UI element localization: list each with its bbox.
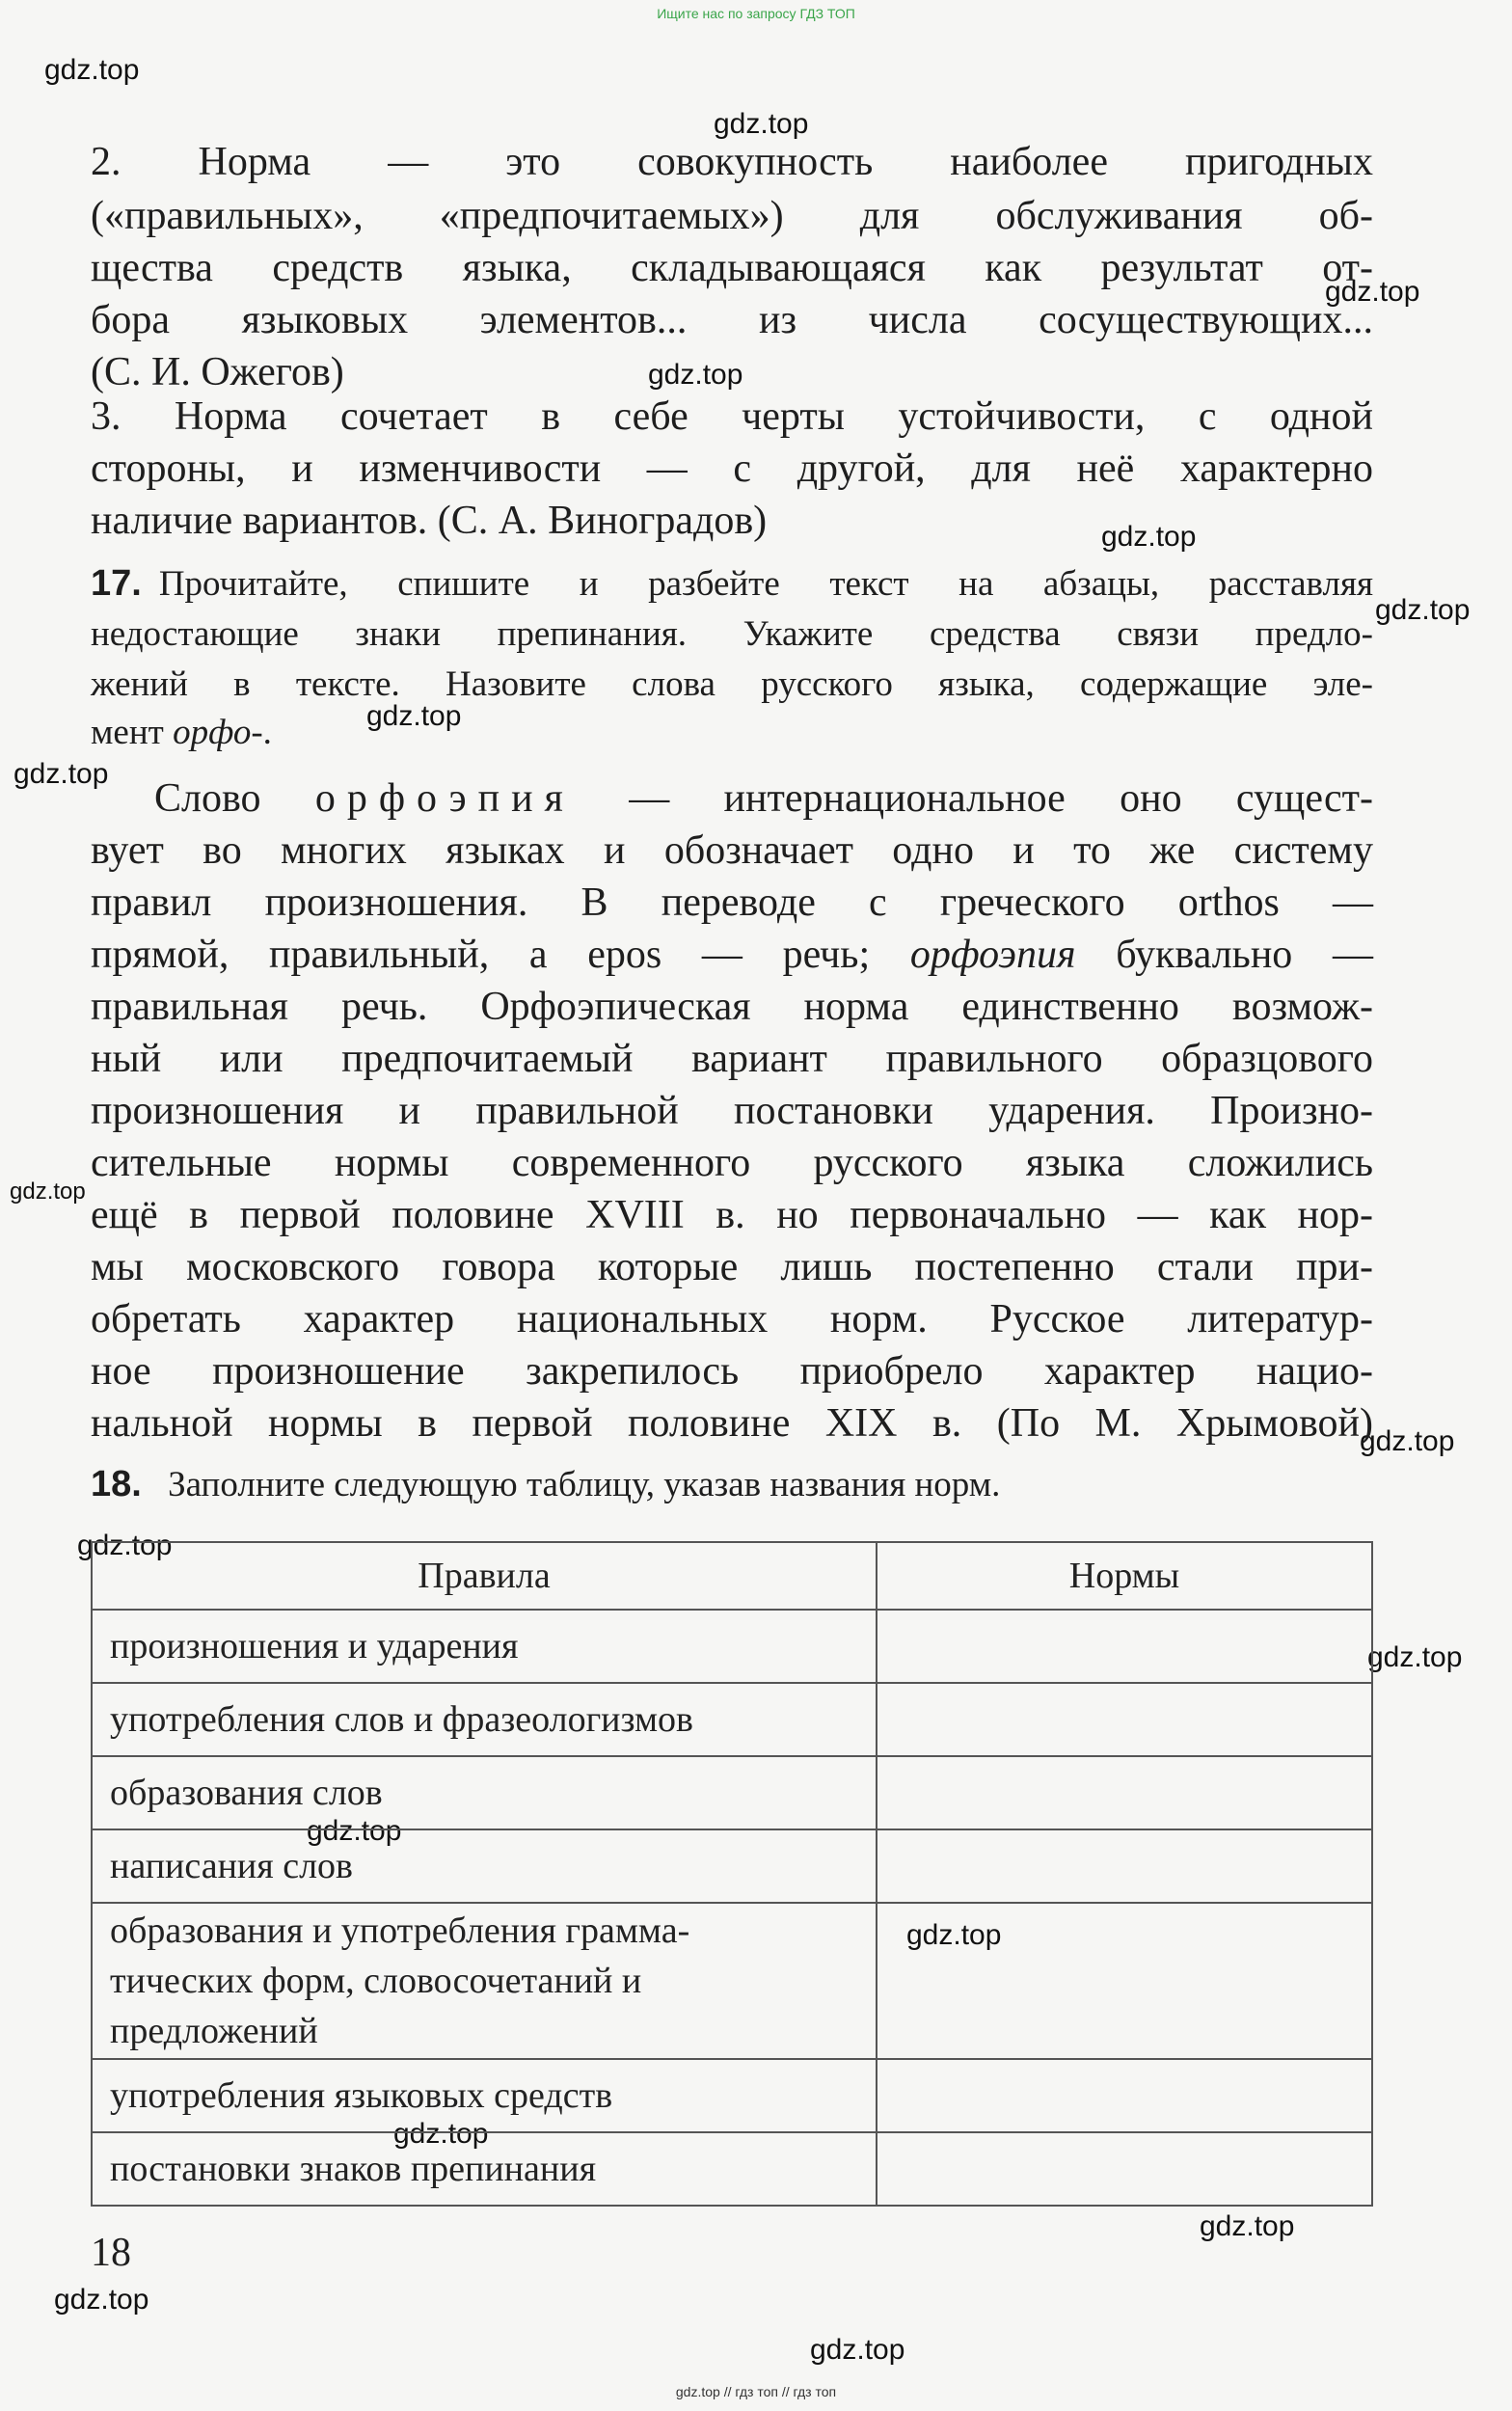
task-17-line-1 bbox=[91, 563, 1373, 605]
rule-cell-line: образования и употребления грамма- bbox=[110, 1910, 690, 1951]
table-header-row bbox=[92, 1542, 1372, 1610]
passage-line: сительные нормы современного русского языка сложились bbox=[91, 1141, 1373, 1185]
watermark: gdz.top bbox=[1101, 521, 1197, 553]
page-number: 18 bbox=[91, 2231, 131, 2275]
norm-cell[interactable] bbox=[877, 1610, 1372, 1683]
table-row bbox=[92, 1610, 1372, 1683]
quote-line: щества средств языка, складывающаяся как результат от- bbox=[91, 246, 1373, 290]
passage-line: ное произношение закрепилось приобрело характер нацио- bbox=[91, 1349, 1373, 1394]
watermark: gdz.top bbox=[1367, 1641, 1463, 1673]
norm-cell[interactable] bbox=[877, 2059, 1372, 2132]
watermark: gdz.top bbox=[648, 359, 743, 391]
table-row bbox=[92, 2059, 1372, 2132]
task-text: жений в тексте. Назовите слова русского языка, содержащие эле- bbox=[91, 664, 1373, 704]
task-text-suffix: -. bbox=[251, 713, 272, 752]
task-18 bbox=[91, 1464, 1373, 1505]
watermark: gdz.top bbox=[54, 2284, 149, 2316]
watermark: gdz.top bbox=[714, 108, 809, 140]
passage-text: Слово bbox=[154, 776, 315, 821]
table-row bbox=[92, 2132, 1372, 2206]
task-number: 17. bbox=[91, 563, 142, 604]
passage-line: правильная речь. Орфоэпическая норма единственно возмож- bbox=[91, 985, 1373, 1029]
column-header-norms: Нормы bbox=[877, 1542, 1372, 1610]
watermark: gdz.top bbox=[77, 1530, 173, 1561]
passage-line: мы московского говора которые лишь постепенно стали при- bbox=[91, 1245, 1373, 1289]
column-header-rules: Правила bbox=[92, 1542, 877, 1610]
rule-cell: образования слов bbox=[92, 1756, 877, 1829]
quote-line: 2. Норма — это совокупность наиболее пригодных bbox=[91, 140, 1373, 184]
quote-line: наличие вариантов. (С. А. Виноградов) bbox=[91, 499, 768, 543]
rule-cell: написания слов bbox=[92, 1829, 877, 1903]
passage-text: буквально — bbox=[1075, 933, 1373, 977]
task-text bbox=[91, 712, 1373, 753]
watermark: gdz.top bbox=[1200, 2210, 1295, 2242]
quote-line: («правильных», «предпочитаемых») для обслуживания об- bbox=[91, 194, 1373, 238]
task-text-italic: орфо bbox=[173, 713, 252, 752]
passage-line: обретать характер национальных норм. Русское литератур- bbox=[91, 1297, 1373, 1341]
norm-cell[interactable] bbox=[877, 1683, 1372, 1756]
passage-line bbox=[154, 775, 1373, 822]
norm-cell[interactable] bbox=[877, 1829, 1372, 1903]
rule-cell: употребления языковых средств bbox=[92, 2059, 877, 2132]
quote-line: 3. Норма сочетает в себе черты устойчивости, с одной bbox=[91, 394, 1373, 439]
table-row bbox=[92, 1683, 1372, 1756]
passage-line: правил произношения. В переводе с греческого orthos — bbox=[91, 880, 1373, 925]
passage-text: — интернациональное оно сущест- bbox=[574, 776, 1373, 821]
table-row bbox=[92, 1903, 1372, 2059]
rule-cell bbox=[92, 1903, 877, 2059]
quote-line: стороны, и изменчивости — с другой, для неё характерно bbox=[91, 447, 1373, 491]
passage-text: прямой, правильный, а epos — речь; bbox=[91, 933, 910, 977]
rule-cell-line: предложений bbox=[110, 2011, 318, 2051]
task-text: Прочитайте, спишите и разбейте текст на абзацы, расставляя bbox=[158, 564, 1373, 604]
passage-italic: орфоэпия bbox=[909, 933, 1076, 977]
watermark: gdz.top bbox=[1325, 276, 1420, 308]
rule-cell: постановки знаков препинания bbox=[92, 2132, 877, 2206]
norms-table bbox=[91, 1541, 1373, 2207]
top-banner: Ищите нас по запросу ГДЗ ТОП bbox=[657, 6, 855, 21]
bottom-banner: gdz.top // гдз топ // гдз топ bbox=[675, 2384, 837, 2399]
task-text: Заполните следующую таблицу, указав названия норм. bbox=[168, 1465, 1001, 1504]
passage-line: ный или предпочитаемый вариант правильного образцового bbox=[91, 1037, 1373, 1081]
rule-cell-line: тических форм, словосочетаний и bbox=[110, 1961, 642, 2001]
watermark: gdz.top bbox=[810, 2334, 905, 2366]
passage-line: вует во многих языках и обозначает одно и то же систему bbox=[91, 828, 1373, 873]
task-number: 18. bbox=[91, 1464, 142, 1504]
passage-term: орфоэпия bbox=[314, 776, 575, 821]
watermark: gdz.top bbox=[44, 54, 140, 86]
task-text-prefix: мент bbox=[91, 713, 174, 752]
watermark: gdz.top bbox=[10, 1178, 86, 1205]
passage-line: нальной нормы в первой половине XIX в. (По М. Хрымовой) bbox=[91, 1401, 1373, 1446]
watermark: gdz.top bbox=[393, 2118, 489, 2150]
norm-cell[interactable] bbox=[877, 2132, 1372, 2206]
quote-line: бора языковых элементов... из числа сосуществующих... bbox=[91, 298, 1373, 342]
table-row bbox=[92, 1756, 1372, 1829]
norm-cell[interactable] bbox=[877, 1756, 1372, 1829]
norm-cell[interactable] bbox=[877, 1903, 1372, 2059]
passage-line bbox=[91, 932, 1373, 978]
rule-cell: употребления слов и фразеологизмов bbox=[92, 1683, 877, 1756]
watermark: gdz.top bbox=[1360, 1425, 1455, 1457]
passage-line: ещё в первой половине XVIII в. но первоначально — как нор- bbox=[91, 1193, 1373, 1237]
passage-line: произношения и правильной постановки ударения. Произно- bbox=[91, 1089, 1373, 1133]
watermark: gdz.top bbox=[1375, 594, 1471, 626]
watermark: gdz.top bbox=[366, 700, 462, 732]
task-text: недостающие знаки препинания. Укажите средства связи предло- bbox=[91, 614, 1373, 654]
table-row bbox=[92, 1829, 1372, 1903]
rule-cell: произношения и ударения bbox=[92, 1610, 877, 1683]
watermark: gdz.top bbox=[906, 1919, 1002, 1951]
watermark: gdz.top bbox=[307, 1815, 402, 1847]
quote-line: (С. И. Ожегов) bbox=[91, 350, 344, 394]
watermark: gdz.top bbox=[14, 758, 109, 790]
